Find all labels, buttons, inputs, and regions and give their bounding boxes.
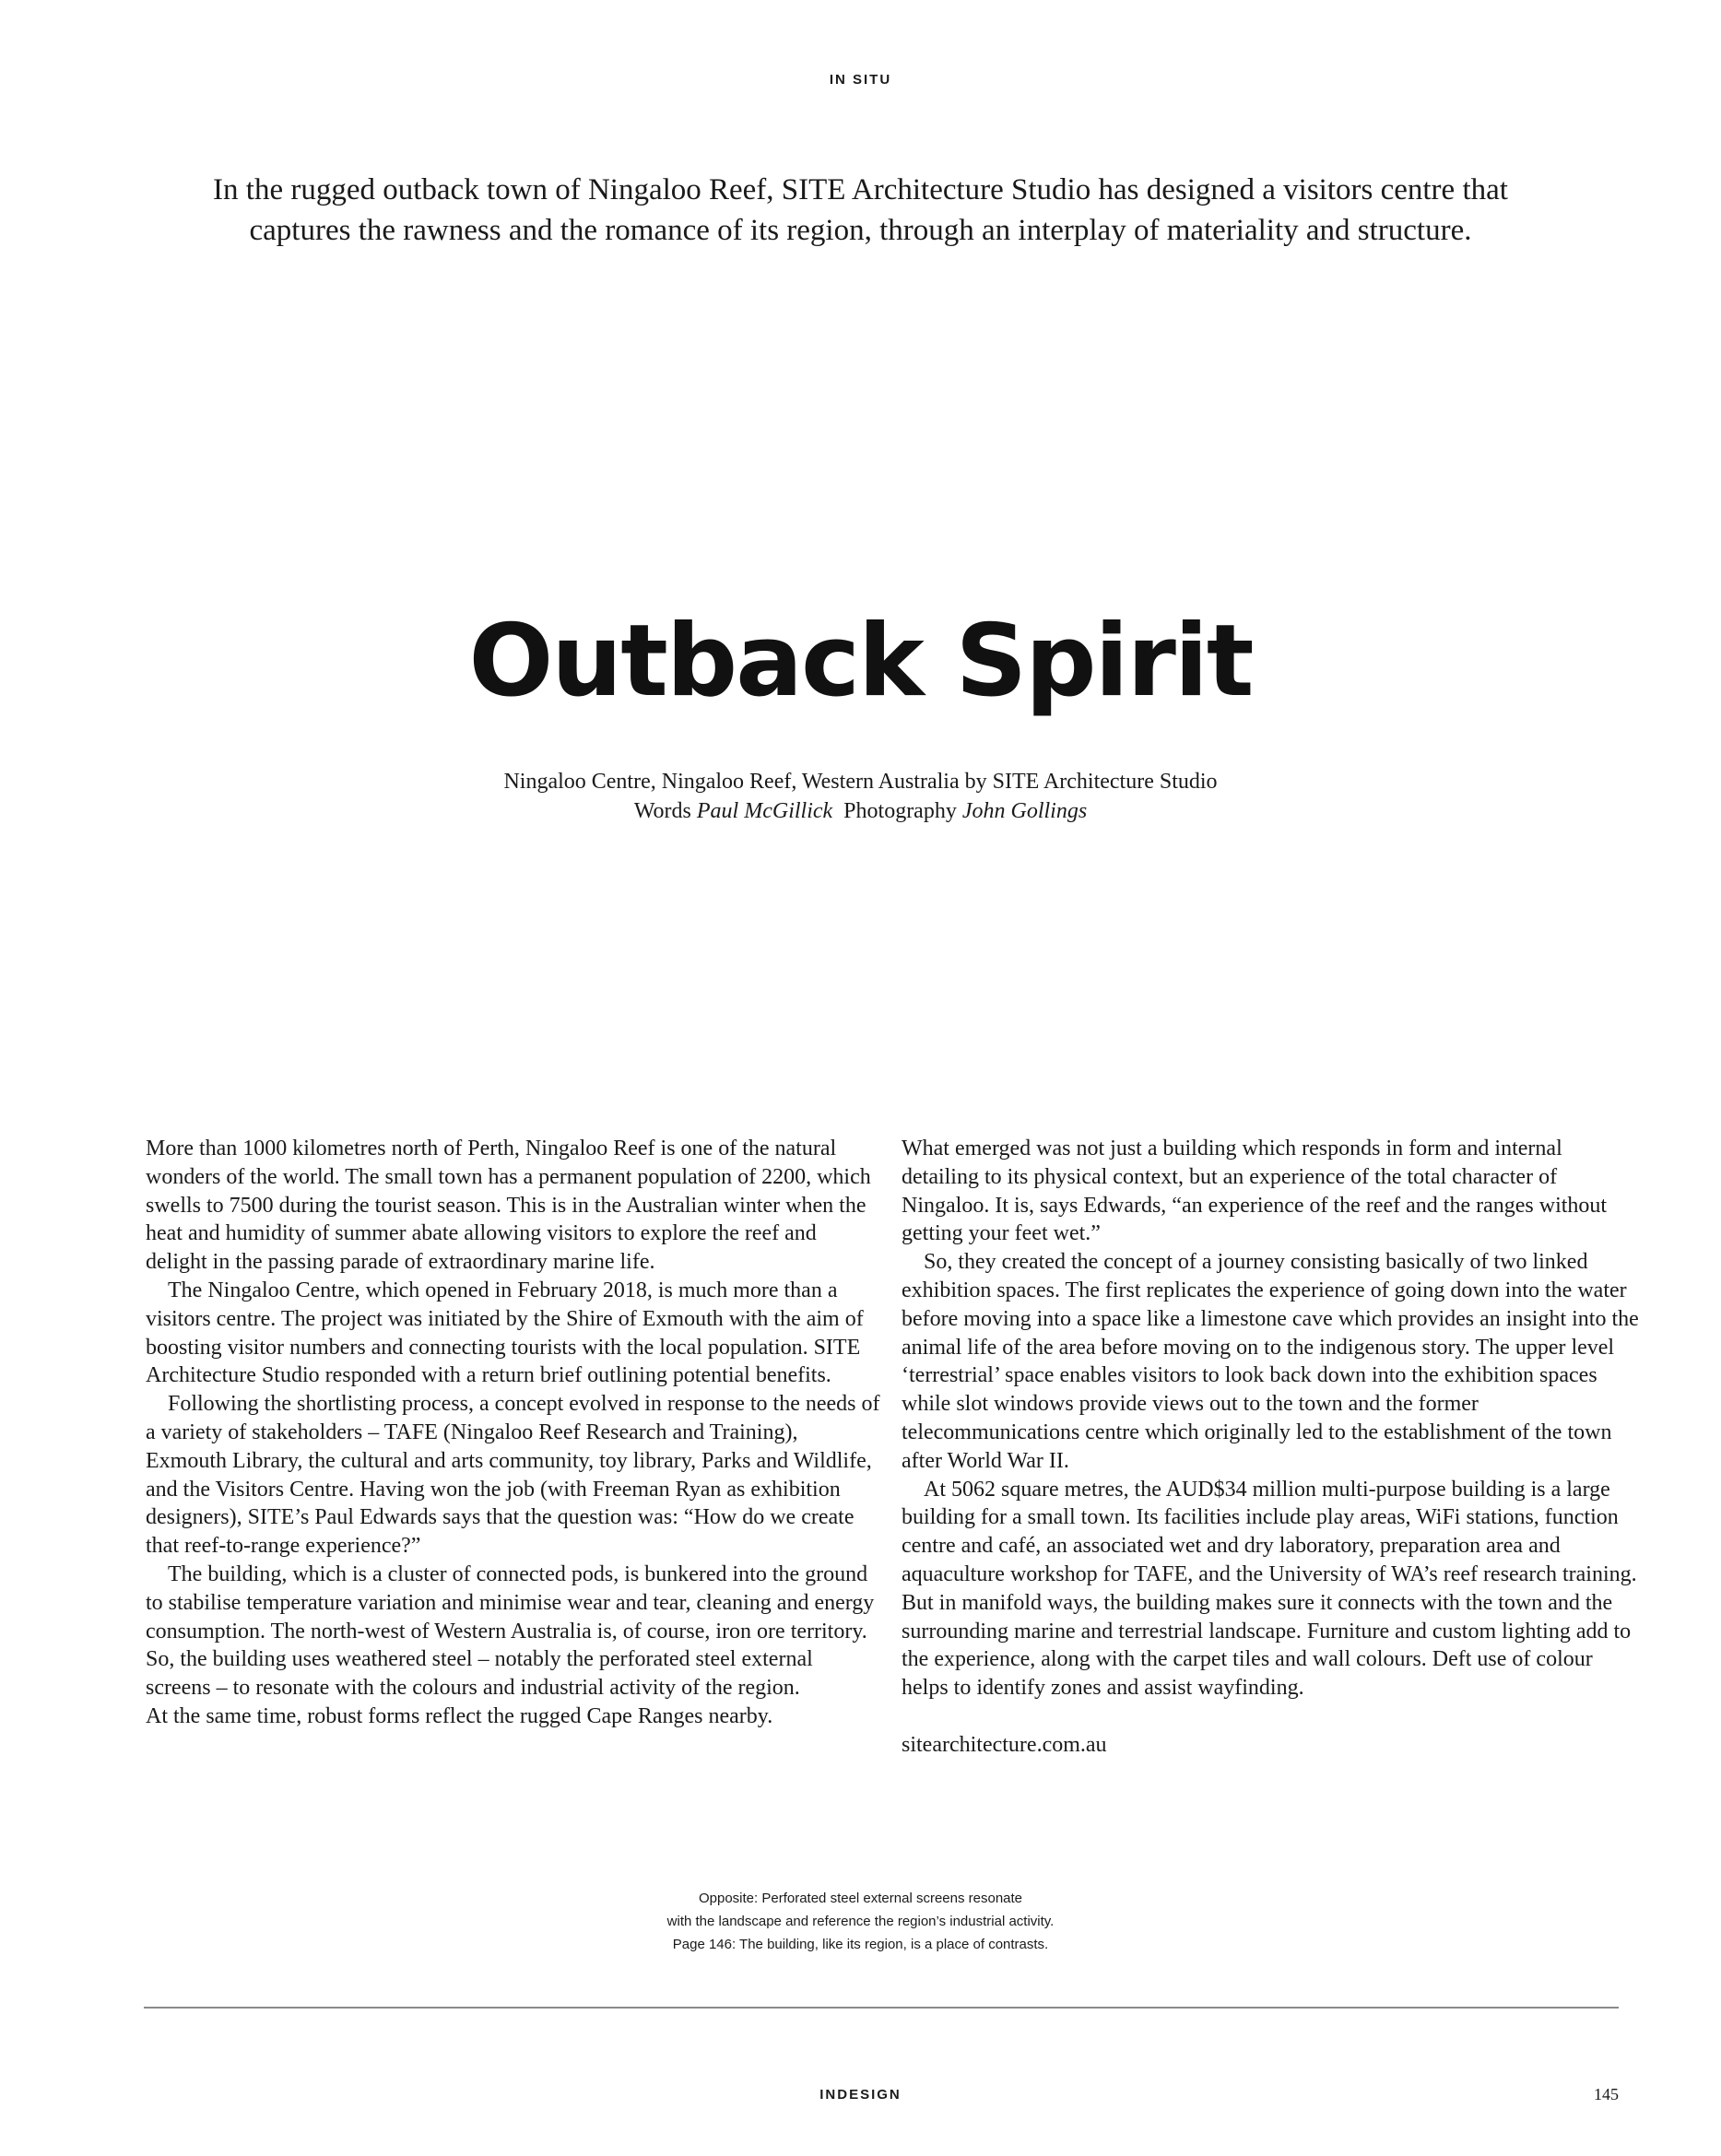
body-paragraph: So, they created the concept of a journey consisting basically of two linked exhibition spaces. The first replicates the experience of going down into the water before moving into a space like a limestone cave which provides an insight into the animal life of the area before moving on to the indigenous story. The upper level ‘terrestrial’ space enables visitors to look back down into the exhibition spaces while slot windows provide views out to the town and the former telecommunications centre which originally led to the establishment of the town after World War II. [902, 1250, 1639, 1473]
body-paragraph: At 5062 square metres, the AUD$34 million multi-purpose building is a large building for a small town. Its facilities include play areas, WiFi stations, function centre and café, an associated wet and dry laboratory, preparation area and aquaculture workshop for TAFE, and the University of WA’s reef research training. But in manifold ways, the building makes sure it connects with the town and the surrounding marine and terrestrial landscape. Furniture and custom lighting add to the experience, along with the carpet tiles and wall colours. Deft use of colour helps to identify zones and assist wayfinding. [902, 1477, 1637, 1701]
photography-label: Photography [843, 799, 957, 823]
page-number: 145 [1594, 2085, 1619, 2103]
body-paragraph: The building, which is a cluster of connected pods, is bunkered into the ground to stabilise temperature variation and minimise wear and tear, cleaning and energy consumption. The north-west of Western Australia is, of course, iron ore territory. So, the building uses weathered steel – notably the perforated steel external screens – to resonate with the colours and industrial activity of the region. [146, 1561, 875, 1701]
standfirst [129, 170, 1592, 251]
body-paragraph: What emerged was not just a building which responds in form and internal detailing to its physical context, but an experience of the total character of Ningaloo. It is, says Edwards, “an experience of the reef and the ranges without getting your feet wet.” [902, 1137, 1608, 1246]
body-paragraph: Following the shortlisting process, a concept evolved in response to the needs of a variety of stakeholders – TAFE (Ningaloo Reef Research and Training), Exmouth Library, the cultural and arts community, toy library, Parks and Wildlife, and the Visitors Centre. Having won the job (with Freeman Ryan as exhibition designers), SITE’s Paul Edwards says that the question was: “How do we create that reef-to-range experience?” [146, 1392, 880, 1559]
project-line: Ningaloo Centre, Ningaloo Reef, Western Australia by SITE Architecture Studio [503, 770, 1218, 794]
caption-line-2: with the landscape and reference the region’s industrial activity. [666, 1914, 1055, 1929]
footer-divider [144, 2007, 1619, 2009]
caption-line-1: Opposite: Perforated steel external screens resonate [698, 1891, 1023, 1906]
body-paragraph: More than 1000 kilometres north of Perth, Ningaloo Reef is one of the natural wonders of the world. The small town has a permanent population of 2200, which swells to 7500 during the tourist season. This is in the Australian winter when the heat and humidity of summer abate allowing visitors to explore the reef and delight in the passing parade of extraordinary marine life. [146, 1137, 871, 1275]
standfirst-line-2: captures the rawness and the romance of its region, through an interplay of materiality and structure. [249, 214, 1472, 247]
body-column-left [146, 1135, 883, 1731]
magazine-name: INDESIGN [819, 2087, 902, 2103]
words-label: Words [633, 799, 691, 823]
section-label: IN SITU [829, 72, 892, 88]
article-title: Outback Spirit [468, 604, 1253, 719]
standfirst-line-1: In the rugged outback town of Ningaloo Reef, SITE Architecture Studio has designed a visitors centre that [213, 173, 1508, 206]
body-paragraph: The Ningaloo Centre, which opened in February 2018, is much more than a visitors centre. The project was initiated by the Shire of Exmouth with the aim of boosting visitor numbers and connecting tourists with the local population. SITE Architecture Studio responded with a return brief outlining potential benefits. [146, 1278, 864, 1388]
caption-line-3: Page 146: The building, like its region, is a place of contrasts. [672, 1937, 1049, 1952]
website-link[interactable]: sitearchitecture.com.au [902, 1732, 1107, 1757]
photographer-name: John Gollings [961, 799, 1088, 823]
author-name: Paul McGillick [696, 799, 833, 823]
body-paragraph: At the same time, robust forms reflect the rugged Cape Ranges nearby. [146, 1703, 773, 1728]
body-column-right [902, 1135, 1639, 1760]
credits-line [0, 796, 1721, 826]
article-credits [0, 767, 1721, 826]
image-caption [0, 1887, 1721, 1956]
